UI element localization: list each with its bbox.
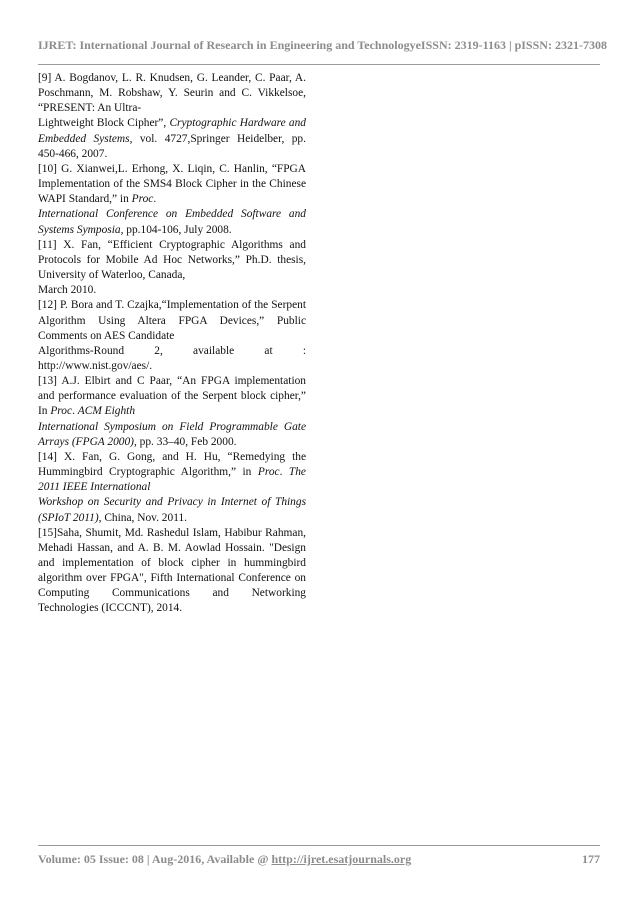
volume-text: Volume: 05 Issue: 08 | Aug-2016, Available @: [38, 852, 272, 866]
footer-volume-info: [38, 852, 411, 867]
reference-italic-text: International Conference on Embedded Software and Systems Symposia,: [38, 208, 306, 236]
reference-text: [12] P. Bora and T. Czajka,“Implementation of the Serpent Algorithm Using Altera FPGA Devices,” Public Comments on AES Candidate: [38, 299, 306, 342]
reference-text: [11] X. Fan, “Efficient Cryptographic Algorithms and Protocols for Mobile Ad Hoc Networks,” Ph.D. thesis, University of Waterloo, Canada,: [38, 238, 306, 282]
journal-title: IJRET: International Journal of Research in Engineering and Technology: [38, 38, 416, 52]
reference-text: .: [279, 466, 289, 479]
reference-item: [38, 526, 306, 617]
reference-list: [38, 71, 306, 617]
reference-item: [38, 298, 306, 374]
reference-text: [14] X. Fan, G. Gong, and H. Hu, “Remedying the Hummingbird Cryptographic Algorithm,” in: [38, 450, 306, 479]
reference-item: [38, 238, 306, 299]
reference-text: , vol. 4727,Springer Heidelber, pp. 450-466, 2007.: [38, 132, 306, 160]
reference-italic-text: Proc: [50, 405, 73, 418]
reference-italic-text: ACM Eighth: [77, 405, 136, 418]
reference-italic-text: Proc: [131, 193, 154, 206]
journal-link[interactable]: http://ijret.esatjournals.org: [271, 852, 412, 866]
reference-italic-text: Workshop on Security and Privacy in Internet of Things (SPIoT 2011): [38, 496, 306, 524]
reference-italic-text: Cryptographic Hardware and Embedded Systems: [38, 117, 307, 145]
reference-text: Algorithms-Round 2, available at : http://www.nist.gov/aes/.: [38, 344, 306, 372]
reference-item: [38, 162, 306, 238]
reference-text: , pp. 33–40, Feb 2000.: [133, 435, 237, 448]
reference-text: pp.104-106, July 2008.: [123, 223, 232, 236]
reference-text: March 2010.: [38, 284, 97, 297]
reference-text: [10] G. Xianwei,L. Erhong, X. Liqin, C. Hanlin, “FPGA Implementation of the SMS4 Block Cipher in the Chinese WAPI Standard,” in: [38, 162, 306, 206]
footer-divider: [38, 845, 600, 846]
page-number: 177: [582, 852, 600, 866]
reference-text: [13] A.J. Elbirt and C Paar, “An FPGA implementation and performance evaluation of the Serpent block cipher,” In: [38, 375, 306, 418]
header-divider: [38, 64, 600, 65]
reference-italic-text: The 2011 IEEE International: [38, 466, 306, 494]
reference-item: [38, 374, 306, 450]
reference-text: .: [72, 405, 78, 418]
reference-text: .: [153, 193, 157, 206]
reference-text: [15]Saha, Shumit, Md. Rashedul Islam, Habibur Rahman, Mehadi Hassan, and A. B. M. Aowlad Hossain. "Design and implementation of block cipher in hummingbird algorithm over FPGA", Fifth International Conference on Computing Communications and Networking Technologies (ICCCNT), 2014.: [38, 526, 306, 615]
reference-italic-text: Proc: [257, 466, 280, 479]
page-footer: [38, 852, 600, 867]
reference-item: [38, 71, 306, 162]
reference-italic-text: International Symposium on Field Programmable Gate Arrays (FPGA 2000): [38, 420, 306, 448]
reference-item: [38, 450, 306, 526]
page-header: [38, 38, 607, 53]
reference-text: [9] A. Bogdanov, L. R. Knudsen, G. Leander, C. Paar, A. Poschmann, M. Robshaw, Y. Seurin and C. Vikkelsoe, “PRESENT: An Ultra-: [38, 72, 306, 115]
reference-text: , China, Nov. 2011.: [98, 511, 188, 524]
issn-text: eISSN: 2319-1163 | pISSN: 2321-7308: [415, 38, 607, 52]
reference-text: Lightweight Block Cipher”,: [38, 117, 170, 130]
